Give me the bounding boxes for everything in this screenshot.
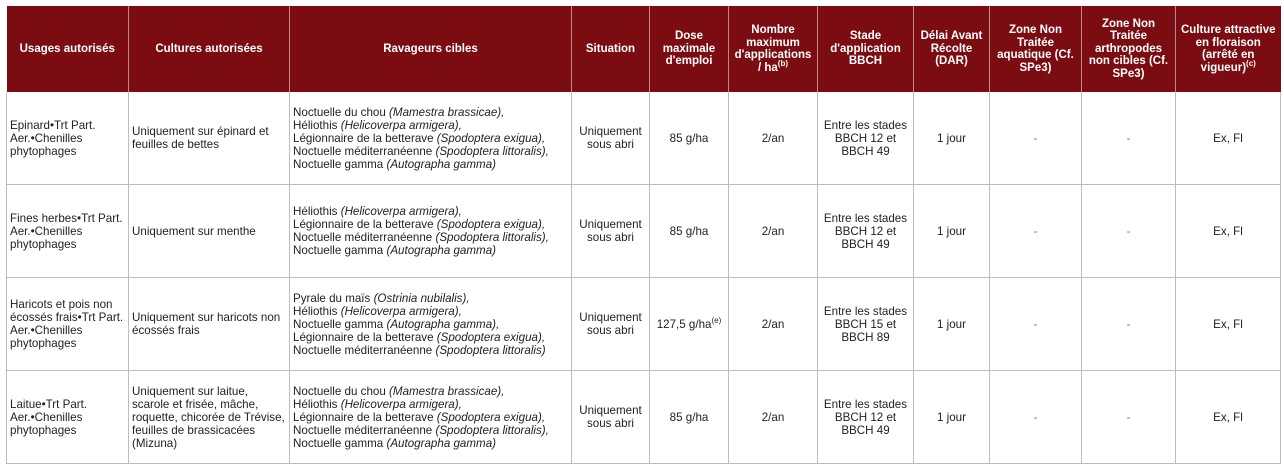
cell-usage: Haricots et pois non écossés frais•Trt Part. Aer.•Chenilles phytophages bbox=[7, 278, 129, 371]
pest-item: Noctuelle gamma (Autographa gamma) bbox=[293, 244, 497, 257]
header-situation: Situation bbox=[572, 6, 650, 92]
cell-cultures: Uniquement sur épinard et feuilles de bettes bbox=[129, 92, 290, 185]
cell-floraison: Ex, Fl bbox=[1176, 185, 1281, 278]
cell-znt-aquatique: - bbox=[990, 371, 1082, 464]
cell-znt-aquatique: - bbox=[990, 278, 1082, 371]
cell-stade: Entre les stades BBCH 12 et BBCH 49 bbox=[818, 185, 914, 278]
pest-item: Noctuelle méditerranéenne (Spodoptera littoralis) bbox=[293, 343, 546, 357]
header-ravageurs: Ravageurs cibles bbox=[290, 6, 572, 92]
cell-znt-arthropodes: - bbox=[1082, 278, 1176, 371]
pest-item: Noctuelle gamma (Autographa gamma) bbox=[293, 436, 497, 450]
cell-dose: 85 g/ha bbox=[650, 185, 729, 278]
cell-cultures: Uniquement sur haricots non écossés frais bbox=[129, 278, 290, 371]
pest-item: Noctuelle du chou (Mamestra brassicae), bbox=[293, 384, 505, 398]
header-dose: Dose maximale d'emploi bbox=[650, 6, 729, 92]
header-cultures: Cultures autorisées bbox=[129, 6, 290, 92]
header-stade: Stade d'application BBCH bbox=[818, 6, 914, 92]
header-culture-attractive: Culture attractive en floraison (arrêté en vigueur)$^{(c)}$ bbox=[1176, 6, 1281, 92]
header-floraison-note: (c) bbox=[1246, 58, 1256, 68]
cell-znt-aquatique: - bbox=[990, 92, 1082, 185]
pest-item: Noctuelle méditerranéenne (Spodoptera littoralis), bbox=[293, 423, 549, 437]
pest-item: Héliothis (Helicoverpa armigera), bbox=[293, 397, 462, 411]
usage-table-wrapper bbox=[6, 6, 1280, 464]
cell-ravageurs bbox=[290, 371, 572, 464]
cell-applications: 2/an bbox=[729, 278, 818, 371]
cell-situation: Uniquement sous abri bbox=[572, 278, 650, 371]
cell-usage: Epinard•Trt Part. Aer.•Chenilles phytophages bbox=[7, 92, 129, 185]
cell-znt-arthropodes: - bbox=[1082, 185, 1176, 278]
table-row bbox=[7, 92, 1281, 185]
pest-item: Légionnaire de la betterave (Spodoptera exigua), bbox=[293, 218, 546, 231]
cell-dar: 1 jour bbox=[914, 92, 990, 185]
pest-item: Héliothis (Helicoverpa armigera), bbox=[293, 304, 462, 318]
table-row bbox=[7, 278, 1281, 371]
pest-item: Héliothis (Helicoverpa armigera), bbox=[293, 205, 462, 218]
cell-dar: 1 jour bbox=[914, 278, 990, 371]
header-usages: Usages autorisés bbox=[7, 6, 129, 92]
pest-item: Légionnaire de la betterave (Spodoptera exigua), bbox=[293, 330, 546, 344]
cell-znt-aquatique: - bbox=[990, 185, 1082, 278]
usage-table bbox=[6, 6, 1281, 464]
pest-item: Noctuelle gamma (Autographa gamma), bbox=[293, 317, 500, 331]
table-row bbox=[7, 185, 1281, 278]
cell-stade: Entre les stades BBCH 12 et BBCH 49 bbox=[818, 371, 914, 464]
table-body bbox=[7, 92, 1281, 464]
pest-item: Légionnaire de la betterave (Spodoptera exigua), bbox=[293, 410, 546, 424]
header-znt-aquatique: Zone Non Traitée aquatique (Cf. SPe3) bbox=[990, 6, 1082, 92]
cell-usage: Laitue•Trt Part. Aer.•Chenilles phytophages bbox=[7, 371, 129, 464]
cell-situation: Uniquement sous abri bbox=[572, 371, 650, 464]
cell-dar: 1 jour bbox=[914, 371, 990, 464]
cell-applications: 2/an bbox=[729, 371, 818, 464]
cell-floraison: Ex, Fl bbox=[1176, 92, 1281, 185]
header-applications-note: (b) bbox=[777, 58, 789, 68]
cell-dar: 1 jour bbox=[914, 185, 990, 278]
cell-znt-arthropodes: - bbox=[1082, 371, 1176, 464]
cell-znt-arthropodes: - bbox=[1082, 92, 1176, 185]
dose-note: (e) bbox=[711, 315, 722, 325]
cell-floraison: Ex, Fl bbox=[1176, 278, 1281, 371]
header-row bbox=[7, 6, 1281, 92]
table-row bbox=[7, 371, 1281, 464]
cell-cultures: Uniquement sur laitue, scarole et frisée, mâche, roquette, chicorée de Trévise, feuilles de brassicacées (Mizuna) bbox=[129, 371, 290, 464]
cell-ravageurs bbox=[290, 278, 572, 371]
cell-applications: 2/an bbox=[729, 185, 818, 278]
cell-stade: Entre les stades BBCH 15 et BBCH 89 bbox=[818, 278, 914, 371]
cell-dose: 127,5 $g/ha^{(e)}$ bbox=[650, 278, 729, 371]
pest-item: Noctuelle gamma (Autographa gamma) bbox=[293, 157, 497, 171]
cell-applications: 2/an bbox=[729, 92, 818, 185]
header-dar: Délai Avant Récolte (DAR) bbox=[914, 6, 990, 92]
pest-item: Noctuelle méditerranéenne (Spodoptera littoralis), bbox=[293, 231, 549, 244]
cell-dose: 85 g/ha bbox=[650, 371, 729, 464]
cell-stade: Entre les stades BBCH 12 et BBCH 49 bbox=[818, 92, 914, 185]
header-applications: Nombre maximum d'applications / $ha^{(b)}$ bbox=[729, 6, 818, 92]
pest-item: Pyrale du maïs (Ostrinia nubilalis), bbox=[293, 291, 470, 305]
cell-dose: 85 g/ha bbox=[650, 92, 729, 185]
cell-cultures: Uniquement sur menthe bbox=[129, 185, 290, 278]
cell-ravageurs bbox=[290, 185, 572, 278]
pest-item: Noctuelle méditerranéenne (Spodoptera littoralis), bbox=[293, 144, 549, 158]
cell-usage: Fines herbes•Trt Part. Aer.•Chenilles phytophages bbox=[7, 185, 129, 278]
pest-item: Héliothis (Helicoverpa armigera), bbox=[293, 118, 462, 132]
cell-ravageurs bbox=[290, 92, 572, 185]
cell-floraison: Ex, Fl bbox=[1176, 371, 1281, 464]
cell-situation: Uniquement sous abri bbox=[572, 185, 650, 278]
pest-item: Noctuelle du chou (Mamestra brassicae), bbox=[293, 105, 505, 119]
pest-item: Légionnaire de la betterave (Spodoptera exigua), bbox=[293, 131, 546, 145]
cell-situation: Uniquement sous abri bbox=[572, 92, 650, 185]
header-znt-arthropodes: Zone Non Traitée arthropodes non cibles (Cf. SPe3) bbox=[1082, 6, 1176, 92]
